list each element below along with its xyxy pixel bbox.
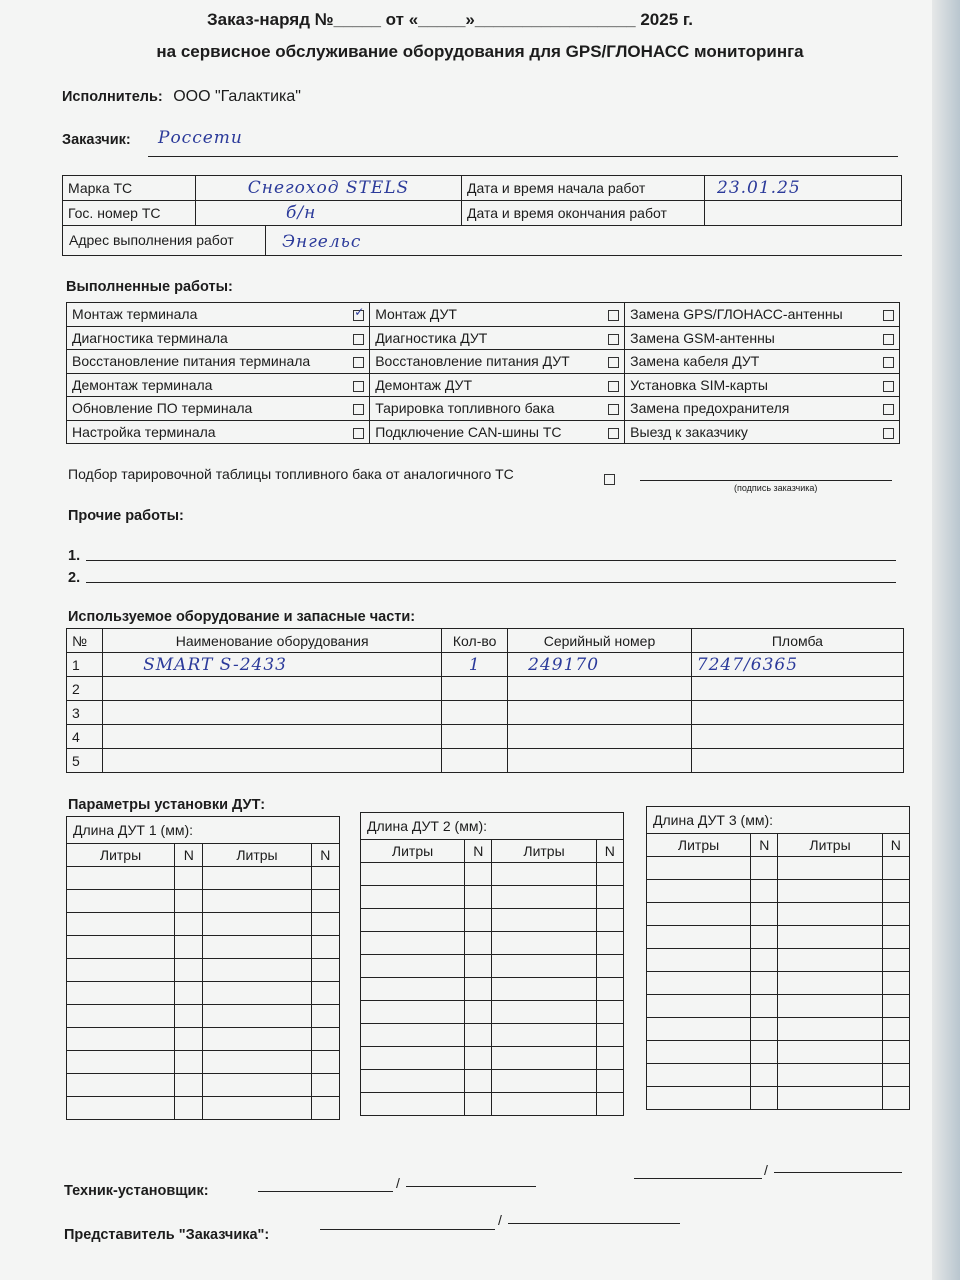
dut-cell[interactable] <box>492 955 596 978</box>
dut-cell[interactable] <box>465 863 492 886</box>
dut-col-header: N <box>465 840 492 863</box>
work-item: Восстановление питания ДУТ <box>370 350 596 374</box>
dut-cell[interactable] <box>203 890 311 913</box>
technician-label: Техник-установщик: <box>64 1183 209 1199</box>
work-checkbox[interactable] <box>353 404 364 415</box>
equipment-cell[interactable] <box>103 701 442 725</box>
dut-cell[interactable] <box>67 1074 175 1097</box>
dut-cell[interactable] <box>492 1047 596 1070</box>
dut-cell[interactable] <box>596 1047 623 1070</box>
work-item: Диагностика ДУТ <box>370 326 596 350</box>
dut-table-2 <box>360 812 624 1116</box>
dut-cell[interactable] <box>492 909 596 932</box>
dut-cell[interactable] <box>361 1047 465 1070</box>
dut-cell[interactable] <box>596 1093 623 1116</box>
work-checkbox[interactable] <box>353 310 364 321</box>
customer-line <box>148 156 898 157</box>
dut-length-label: Длина ДУТ 3 (мм): <box>647 807 910 834</box>
work-checkbox[interactable] <box>353 334 364 345</box>
work-item: Тарировка топливного бака <box>370 397 596 421</box>
equipment-cell[interactable]: 3 <box>67 701 103 725</box>
dut-cell[interactable] <box>203 959 311 982</box>
technician-name-line-2[interactable] <box>774 1172 902 1173</box>
dut-cell[interactable] <box>647 995 751 1018</box>
dut-cell[interactable] <box>465 909 492 932</box>
dut-cell[interactable] <box>492 932 596 955</box>
work-checkbox-cell <box>871 420 900 444</box>
dut-cell[interactable] <box>596 863 623 886</box>
dut-cell[interactable] <box>175 1051 203 1074</box>
dut-cell[interactable] <box>596 955 623 978</box>
dut-cell[interactable] <box>67 1097 175 1120</box>
equipment-cell[interactable] <box>442 677 508 701</box>
equipment-header: Пломба <box>691 629 903 653</box>
dut-cell[interactable] <box>465 1093 492 1116</box>
dut-cell[interactable] <box>882 857 909 880</box>
dut-length-label: Длина ДУТ 1 (мм): <box>67 817 340 844</box>
background-edge <box>932 0 960 1280</box>
dut-cell[interactable] <box>465 932 492 955</box>
dut-cell[interactable] <box>751 1064 778 1087</box>
end-value <box>705 201 902 226</box>
equipment-cell[interactable] <box>103 725 442 749</box>
dut-cell[interactable] <box>311 1097 340 1120</box>
equipment-cell[interactable] <box>508 677 692 701</box>
dut-cell[interactable] <box>361 909 465 932</box>
dut-cell[interactable] <box>311 982 340 1005</box>
vehicle-table <box>62 175 902 226</box>
dut-cell[interactable] <box>67 1028 175 1051</box>
customer-signature-line <box>640 480 892 481</box>
dut-cell[interactable] <box>361 955 465 978</box>
dut-cell[interactable] <box>778 1018 882 1041</box>
other-line-2[interactable] <box>86 582 896 583</box>
work-checkbox-cell <box>871 397 900 421</box>
equipment-cell[interactable]: 2 <box>67 677 103 701</box>
technician-name-line[interactable] <box>406 1186 536 1187</box>
dut-col-header: N <box>175 844 203 867</box>
dut-cell[interactable] <box>311 936 340 959</box>
equipment-row <box>67 701 904 725</box>
dut-cell[interactable] <box>751 972 778 995</box>
equipment-header: Наименование оборудования <box>103 629 442 653</box>
other-line-1[interactable] <box>86 560 896 561</box>
brand-value: Снегоход STELS <box>196 176 462 201</box>
dut-cell[interactable] <box>778 857 882 880</box>
work-item: Замена GSM-антенны <box>625 326 871 350</box>
work-checkbox-cell <box>341 303 370 327</box>
work-checkbox[interactable] <box>608 404 619 415</box>
dut-title: Параметры установки ДУТ: <box>68 797 266 813</box>
other-item-1: 1. <box>68 548 81 564</box>
dut-cell[interactable] <box>492 1093 596 1116</box>
work-checkbox[interactable] <box>608 357 619 368</box>
executor-row <box>62 88 301 106</box>
dut-cell[interactable] <box>596 932 623 955</box>
address-label: Адрес выполнения работ <box>62 226 266 256</box>
dut-cell[interactable] <box>67 982 175 1005</box>
work-checkbox[interactable] <box>883 334 894 345</box>
works-title: Выполненные работы: <box>66 279 233 295</box>
dut-cell[interactable] <box>751 1018 778 1041</box>
dut-cell[interactable] <box>882 926 909 949</box>
work-item: Обновление ПО терминала <box>67 397 342 421</box>
dut-cell[interactable] <box>778 1064 882 1087</box>
dut-cell[interactable] <box>311 1051 340 1074</box>
dut-cell[interactable] <box>647 1087 751 1110</box>
equipment-cell[interactable] <box>691 749 903 773</box>
representative-label: Представитель "Заказчика": <box>64 1227 270 1243</box>
dut-cell[interactable] <box>361 932 465 955</box>
work-checkbox-cell <box>341 350 370 374</box>
dut-cell[interactable] <box>778 1041 882 1064</box>
equipment-cell[interactable] <box>691 701 903 725</box>
dut-cell[interactable] <box>361 1024 465 1047</box>
dut-cell[interactable] <box>67 936 175 959</box>
calibration-text: Подбор тарировочной таблицы топливного бака от аналогичного ТС <box>68 466 514 482</box>
technician-sign-line-2[interactable] <box>634 1178 762 1179</box>
work-checkbox-cell <box>871 303 900 327</box>
dut-cell[interactable] <box>596 1070 623 1093</box>
works-table <box>66 302 900 444</box>
equipment-row <box>67 749 904 773</box>
dut-cell[interactable] <box>203 1028 311 1051</box>
work-checkbox-cell <box>596 303 625 327</box>
dut-cell[interactable] <box>311 867 340 890</box>
dut-cell[interactable] <box>751 903 778 926</box>
work-checkbox-cell <box>596 420 625 444</box>
dut-cell[interactable] <box>175 913 203 936</box>
dut-cell[interactable] <box>647 857 751 880</box>
dut-cell[interactable] <box>67 1051 175 1074</box>
dut-cell[interactable] <box>465 978 492 1001</box>
work-checkbox[interactable] <box>608 310 619 321</box>
work-item: Замена предохранителя <box>625 397 871 421</box>
work-checkbox-cell <box>596 350 625 374</box>
dut-cell[interactable] <box>751 1041 778 1064</box>
work-checkbox-cell <box>596 326 625 350</box>
dut-table-3 <box>646 806 910 1110</box>
dut-cell[interactable] <box>361 978 465 1001</box>
equipment-cell[interactable] <box>103 749 442 773</box>
dut-cell[interactable] <box>203 913 311 936</box>
dut-cell[interactable] <box>67 890 175 913</box>
dut-cell[interactable] <box>751 857 778 880</box>
dut-cell[interactable] <box>465 1047 492 1070</box>
dut-cell[interactable] <box>647 903 751 926</box>
dut-cell[interactable] <box>203 1005 311 1028</box>
representative-slash: / <box>498 1212 502 1228</box>
dut-cell[interactable] <box>175 936 203 959</box>
work-item: Выезд к заказчику <box>625 420 871 444</box>
dut-cell[interactable] <box>465 955 492 978</box>
dut-cell[interactable] <box>596 1001 623 1024</box>
equipment-row <box>67 725 904 749</box>
work-item: Настройка терминала <box>67 420 342 444</box>
dut-col-header: N <box>596 840 623 863</box>
work-checkbox[interactable] <box>883 381 894 392</box>
dut-cell[interactable] <box>492 1024 596 1047</box>
equipment-cell[interactable]: 1 <box>67 653 103 677</box>
dut-cell[interactable] <box>778 972 882 995</box>
dut-cell[interactable] <box>882 1087 909 1110</box>
plate-label: Гос. номер ТС <box>63 201 196 226</box>
dut-cell[interactable] <box>311 1074 340 1097</box>
start-value: 23.01.25 <box>705 176 902 201</box>
work-checkbox-cell <box>871 326 900 350</box>
dut-cell[interactable] <box>751 1087 778 1110</box>
equipment-cell[interactable] <box>508 701 692 725</box>
dut-cell[interactable] <box>465 886 492 909</box>
dut-cell[interactable] <box>311 1028 340 1051</box>
dut-length-label: Длина ДУТ 2 (мм): <box>361 813 624 840</box>
technician-sign-line[interactable] <box>258 1191 393 1192</box>
address-value: Энгельс <box>282 232 362 252</box>
equipment-row <box>67 653 904 677</box>
dut-cell[interactable] <box>778 880 882 903</box>
start-label: Дата и время начала работ <box>462 176 705 201</box>
equipment-header: Серийный номер <box>508 629 692 653</box>
work-checkbox-cell <box>596 373 625 397</box>
dut-cell[interactable] <box>596 978 623 1001</box>
end-label: Дата и время окончания работ <box>462 201 705 226</box>
work-checkbox-cell <box>341 326 370 350</box>
work-checkbox-cell <box>871 373 900 397</box>
dut-table-1 <box>66 816 340 1120</box>
work-checkbox[interactable] <box>883 310 894 321</box>
work-checkbox[interactable] <box>883 404 894 415</box>
work-item: Монтаж терминала <box>67 303 342 327</box>
dut-cell[interactable] <box>465 1024 492 1047</box>
dut-cell[interactable] <box>778 926 882 949</box>
equipment-title: Используемое оборудование и запасные части: <box>68 609 416 625</box>
dut-cell[interactable] <box>596 1024 623 1047</box>
dut-cell[interactable] <box>492 863 596 886</box>
equipment-cell[interactable] <box>442 701 508 725</box>
dut-cell[interactable] <box>175 1005 203 1028</box>
other-works-title: Прочие работы: <box>68 508 184 524</box>
work-checkbox[interactable] <box>608 428 619 439</box>
dut-col-header: N <box>751 834 778 857</box>
dut-cell[interactable] <box>361 1093 465 1116</box>
work-checkbox[interactable] <box>353 357 364 368</box>
work-item: Установка SIM-карты <box>625 373 871 397</box>
dut-cell[interactable] <box>361 1070 465 1093</box>
work-item: Замена кабеля ДУТ <box>625 350 871 374</box>
work-item: Восстановление питания терминала <box>67 350 342 374</box>
equipment-cell[interactable]: 7247/6365 <box>691 653 903 677</box>
equipment-header: № <box>67 629 103 653</box>
dut-cell[interactable] <box>361 863 465 886</box>
dut-cell[interactable] <box>175 867 203 890</box>
work-item: Демонтаж ДУТ <box>370 373 596 397</box>
dut-cell[interactable] <box>67 1005 175 1028</box>
dut-cell[interactable] <box>361 886 465 909</box>
executor-label: Исполнитель: <box>62 89 163 105</box>
dut-cell[interactable] <box>67 913 175 936</box>
dut-col-header: N <box>882 834 909 857</box>
work-checkbox[interactable] <box>883 357 894 368</box>
dut-cell[interactable] <box>647 880 751 903</box>
equipment-header: Кол-во <box>442 629 508 653</box>
customer-label: Заказчик: <box>62 132 131 148</box>
equipment-cell[interactable] <box>442 725 508 749</box>
address-row <box>62 226 902 256</box>
customer-value: Россети <box>158 128 243 148</box>
dut-col-header: Литры <box>203 844 311 867</box>
dut-cell[interactable] <box>311 913 340 936</box>
dut-cell[interactable] <box>882 903 909 926</box>
work-checkbox[interactable] <box>353 428 364 439</box>
work-item: Замена GPS/ГЛОНАСС-антенны <box>625 303 871 327</box>
equipment-table <box>66 628 904 773</box>
technician-slash: / <box>396 1175 400 1191</box>
dut-cell[interactable] <box>175 959 203 982</box>
dut-cell[interactable] <box>175 982 203 1005</box>
equipment-cell[interactable]: 4 <box>67 725 103 749</box>
dut-cell[interactable] <box>778 995 882 1018</box>
work-checkbox-cell <box>596 397 625 421</box>
form-title: Заказ-наряд №_____ от «_____»_________________ 2025 г. <box>207 10 693 29</box>
work-checkbox-cell <box>341 373 370 397</box>
dut-cell[interactable] <box>361 1001 465 1024</box>
work-item: Демонтаж терминала <box>67 373 342 397</box>
work-item: Монтаж ДУТ <box>370 303 596 327</box>
dut-cell[interactable] <box>647 1064 751 1087</box>
work-checkbox[interactable] <box>608 381 619 392</box>
dut-cell[interactable] <box>175 1074 203 1097</box>
technician-slash-2: / <box>764 1162 768 1178</box>
dut-cell[interactable] <box>311 890 340 913</box>
calibration-checkbox[interactable] <box>604 474 615 485</box>
dut-cell[interactable] <box>465 1001 492 1024</box>
dut-cell[interactable] <box>175 890 203 913</box>
dut-col-header: Литры <box>492 840 596 863</box>
dut-cell[interactable] <box>311 1005 340 1028</box>
equipment-cell[interactable]: 249170 <box>508 653 692 677</box>
equipment-cell[interactable] <box>691 677 903 701</box>
dut-cell[interactable] <box>882 1041 909 1064</box>
address-line <box>266 255 902 256</box>
dut-cell[interactable] <box>751 880 778 903</box>
dut-cell[interactable] <box>647 1018 751 1041</box>
dut-cell[interactable] <box>882 972 909 995</box>
dut-cell[interactable] <box>596 886 623 909</box>
equipment-cell[interactable] <box>103 677 442 701</box>
dut-cell[interactable] <box>882 995 909 1018</box>
dut-cell[interactable] <box>492 1070 596 1093</box>
executor-value: ООО "Галактика" <box>173 88 301 105</box>
dut-cell[interactable] <box>751 926 778 949</box>
work-checkbox[interactable] <box>608 334 619 345</box>
equipment-cell[interactable]: 5 <box>67 749 103 773</box>
dut-cell[interactable] <box>778 1087 882 1110</box>
dut-cell[interactable] <box>175 1097 203 1120</box>
work-checkbox[interactable] <box>883 428 894 439</box>
equipment-cell[interactable]: SMART S-2433 <box>103 653 442 677</box>
dut-cell[interactable] <box>751 949 778 972</box>
dut-col-header: N <box>311 844 340 867</box>
dut-cell[interactable] <box>492 1001 596 1024</box>
dut-cell[interactable] <box>647 1041 751 1064</box>
dut-col-header: Литры <box>647 834 751 857</box>
dut-cell[interactable] <box>203 936 311 959</box>
work-checkbox-cell <box>341 397 370 421</box>
work-item: Диагностика терминала <box>67 326 342 350</box>
dut-cell[interactable] <box>203 867 311 890</box>
equipment-row <box>67 677 904 701</box>
dut-cell[interactable] <box>465 1070 492 1093</box>
dut-cell[interactable] <box>203 1051 311 1074</box>
dut-col-header: Литры <box>67 844 175 867</box>
work-checkbox-cell <box>871 350 900 374</box>
work-checkbox-cell <box>341 420 370 444</box>
dut-col-header: Литры <box>778 834 882 857</box>
work-checkbox[interactable] <box>353 381 364 392</box>
other-item-2: 2. <box>68 570 81 586</box>
equipment-cell[interactable] <box>691 725 903 749</box>
dut-cell[interactable] <box>203 1097 311 1120</box>
equipment-cell[interactable] <box>442 749 508 773</box>
work-item: Подключение CAN-шины ТС <box>370 420 596 444</box>
dut-col-header: Литры <box>361 840 465 863</box>
dut-cell[interactable] <box>778 903 882 926</box>
signature-caption: (подпись заказчика) <box>734 483 818 493</box>
representative-name-line[interactable] <box>508 1223 680 1224</box>
dut-cell[interactable] <box>647 972 751 995</box>
equipment-cell[interactable] <box>508 749 692 773</box>
dut-cell[interactable] <box>67 867 175 890</box>
brand-label: Марка ТС <box>63 176 196 201</box>
dut-cell[interactable] <box>311 959 340 982</box>
dut-cell[interactable] <box>67 959 175 982</box>
dut-cell[interactable] <box>492 978 596 1001</box>
dut-cell[interactable] <box>203 1074 311 1097</box>
dut-cell[interactable] <box>175 1028 203 1051</box>
dut-cell[interactable] <box>647 949 751 972</box>
dut-cell[interactable] <box>882 949 909 972</box>
dut-cell[interactable] <box>647 926 751 949</box>
dut-cell[interactable] <box>492 886 596 909</box>
plate-value: б/н <box>196 201 462 226</box>
dut-cell[interactable] <box>882 880 909 903</box>
dut-cell[interactable] <box>882 1018 909 1041</box>
dut-cell[interactable] <box>882 1064 909 1087</box>
equipment-cell[interactable] <box>508 725 692 749</box>
form-subtitle: на сервисное обслуживание оборудования для GPS/ГЛОНАСС мониторинга <box>156 42 804 61</box>
dut-cell[interactable] <box>751 995 778 1018</box>
representative-sign-line[interactable] <box>320 1229 495 1230</box>
dut-cell[interactable] <box>596 909 623 932</box>
dut-cell[interactable] <box>203 982 311 1005</box>
dut-cell[interactable] <box>778 949 882 972</box>
equipment-cell[interactable]: 1 <box>442 653 508 677</box>
